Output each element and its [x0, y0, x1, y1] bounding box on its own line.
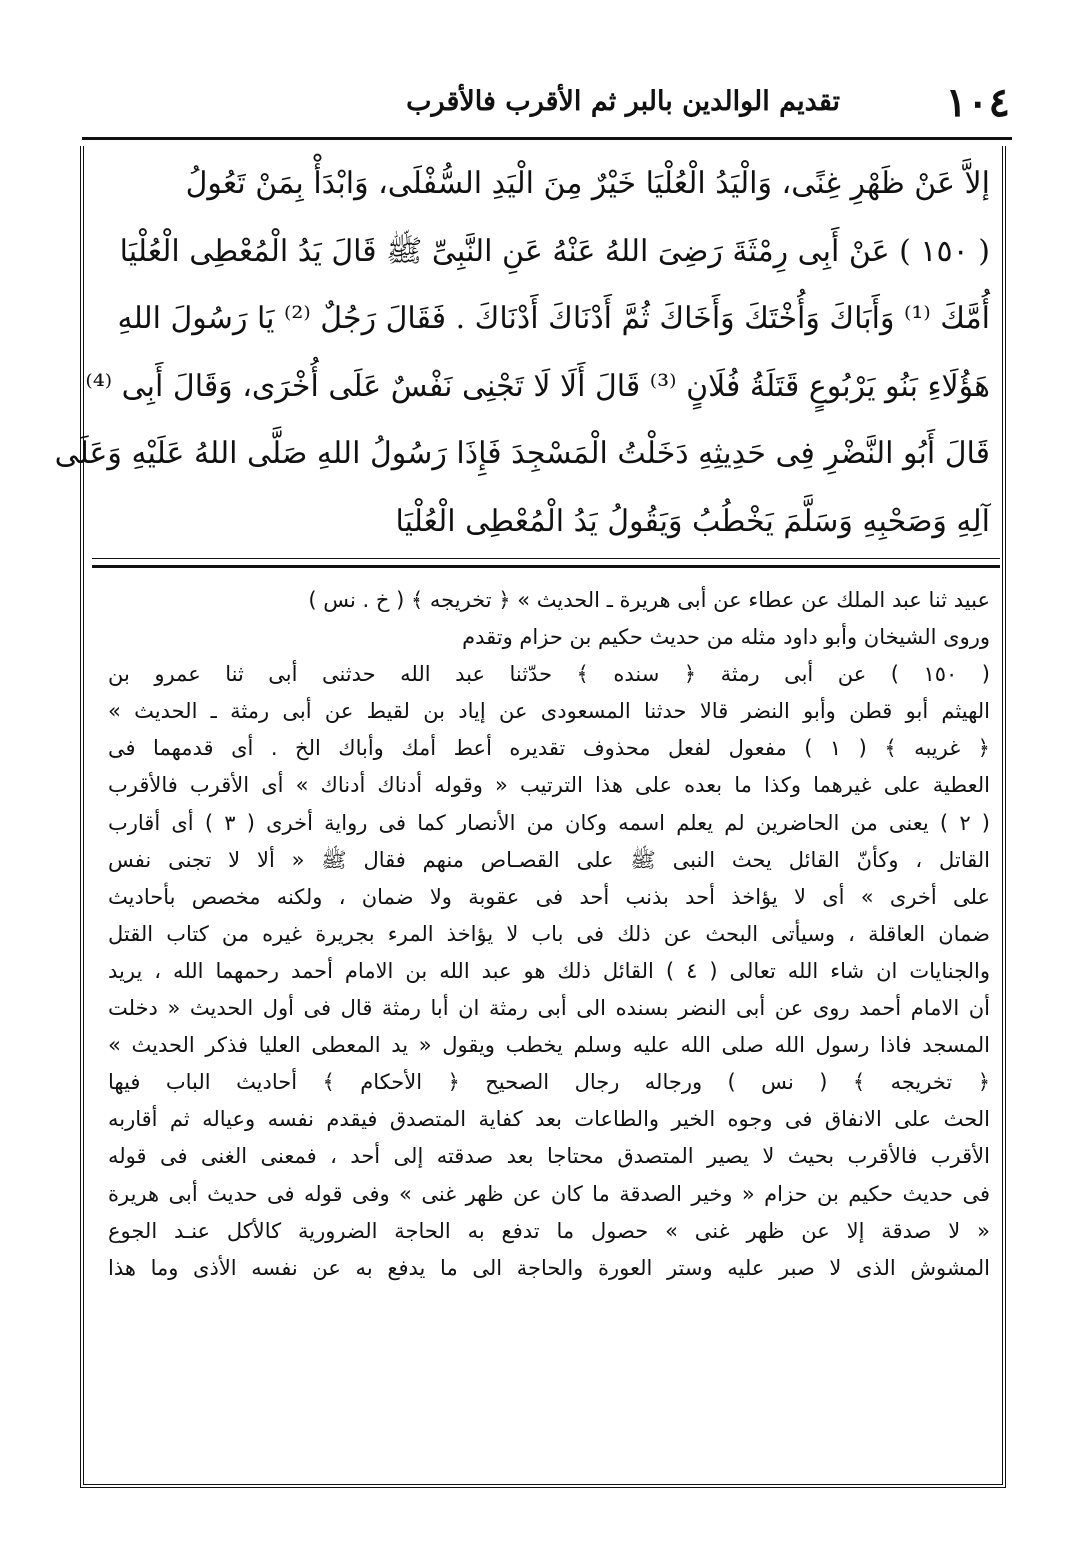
commentary-line: أن الامام أحمد روى عن أبى النضر بسنده الى أبى رمثة ان أبا رمثة قال فى أول الحديث « دخلت [108, 996, 990, 1021]
running-header [80, 78, 1010, 134]
main-line: آلِهِ وَصَحْبِهِ وَسَلَّمَ يَخْطُبُ وَيَقُولُ يَدُ الْمُعْطِى الْعُلْيَا [395, 503, 990, 539]
commentary-line: الأقرب فالأقرب بحيث لا يصير المتصدق محتاجا بعد صدقته إلى أحد ، فمعنى الغنى فى قوله [108, 1144, 990, 1169]
header-rule [82, 137, 1012, 140]
running-title: تقديم الوالدين بالبر ثم الأقرب فالأقرب [406, 86, 840, 117]
commentary-line: ( ٢ ) يعنى من الحاضرين لم يعلم اسمه وكان من الأنصار كما فى رواية أخرى ( ٣ ) أى أقارب [108, 810, 990, 835]
commentary-line: على أخرى » أى لا يؤاخذ أحد بذنب أحد فى عقوبة ولا ضمان ، ولكنه مخصص بأحاديث [108, 884, 990, 909]
main-text [54, 150, 990, 555]
commentary-line: ﴿ تخريجه ﴾ ( نس ) ورجاله رجال الصحيح ﴿ الأحكام ﴾ أحاديث الباب فيها [108, 1070, 990, 1095]
commentary-line: العطية على غيرهما وكذا ما بعده على هذا الترتيب « وقوله أدناك أدناك » أى الأقرب فالأقرب [108, 773, 990, 798]
commentary-line: عبيد ثنا عبد الملك عن عطاء عن أبى هريرة ـ الحديث » ﴿ تخريجه ﴾ ( خ . نس ) [308, 588, 990, 612]
commentary-line: المشوش الذى لا صبر عليه وستر العورة والحاجة الى ما يدفع به عن نفسه الأذى وما هذا [108, 1255, 990, 1280]
commentary-line: ( ١٥٠ ) عن أبى رمثة ﴿ سنده ﴾ حدّثنا عبد الله حدثنى أبى ثنا عمرو بن [108, 662, 990, 687]
commentary-line: ﴿ غريبه ﴾ ( ١ ) مفعول لفعل محذوف تقديره أعط أمك وأباك الخ . أى قدمهما فى [108, 736, 990, 761]
main-line: هَؤُلَاءِ بَنُو يَرْبُوعٍ قَتَلَةُ فُلَانٍ ⁽³⁾ قَالَ أَلَا لَا تَجْنِى نَفْسٌ عَلَى أُخْرَى، وَقَالَ أَبِى ⁽⁴⁾ [85, 368, 990, 404]
commentary-line: وروى الشيخان وأبو داود مثله من حديث حكيم بن حزام وتقدم [462, 625, 990, 650]
commentary-line: القاتل ، وكأنّ القائل يحث النبى ﷺ على القصـاص منهم فقال ﷺ « ألا لا تجنى نفس [108, 847, 990, 872]
commentary [108, 582, 990, 1287]
main-line: ( ١٥٠ ) عَنْ أَبِى رِمْثَةَ رَضِىَ اللهُ عَنْهُ عَنِ النَّبِىِّ ﷺ قَالَ يَدُ الْمُعْطِى الْعُلْيَا [119, 233, 990, 269]
commentary-line: ضمان العاقلة ، وسيأتى البحث عن ذلك فى باب لا يؤاخذ المرء بجريرة غيره من كتاب القتل [108, 921, 990, 946]
commentary-line: الهيثم أبو قطن وأبو النضر قالا حدثنا المسعودى عن إياد بن لقيط عن أبى رمثة ـ الحديث » [108, 699, 990, 724]
commentary-line: المسجد فاذا رسول الله صلى الله عليه وسلم يخطب ويقول « يد المعطى العليا فذكر الحديث » [108, 1033, 990, 1058]
commentary-line: الحث على الانفاق فى وجوه الخير والطاعات بعد كفاية المتصدق فيقدم نفسه وعياله ثم أقاربه [108, 1107, 990, 1132]
main-line: إلاَّ عَنْ ظَهْرِ غِنًى، وَالْيَدُ الْعُلْيَا خَيْرٌ مِنَ الْيَدِ السُّفْلَى، وَابْدَأْ بِمَنْ تَعُولُ [185, 166, 990, 201]
commentary-line: والجنايات ان شاء الله تعالى ( ٤ ) القائل ذلك هو عبد الله بن الامام أحمد رحمهما الله ، يريد [108, 958, 991, 983]
commentary-line: « لا صدقة إلا عن ظهر غنى » حصول ما تدفع به الحاجة الضرورية كالأكل عنـد الجوع [108, 1218, 990, 1243]
main-line: قَالَ أَبُو النَّضْرِ فِى حَدِيثِهِ دَخَلْتُ الْمَسْجِدَ فَإِذَا رَسُولُ اللهِ صَلَّى اللهُ عَلَيْهِ وَعَلَى [54, 436, 990, 471]
commentary-line: فى حديث حكيم بن حزام « وخير الصدقة ما كان عن ظهر غنى » وفى قوله فى حديث أبى هريرة [108, 1181, 990, 1206]
page-number: ١٠٤ [945, 79, 1010, 126]
section-separator [92, 558, 1000, 568]
main-line: أُمَّكَ ⁽¹⁾ وَأَبَاكَ وَأُخْتَكَ وَأَخَاكَ ثُمَّ أَدْنَاكَ أَدْنَاكَ . فَقَالَ رَجُلٌ ⁽²⁾ يَا رَسُولَ اللهِ [117, 301, 990, 336]
